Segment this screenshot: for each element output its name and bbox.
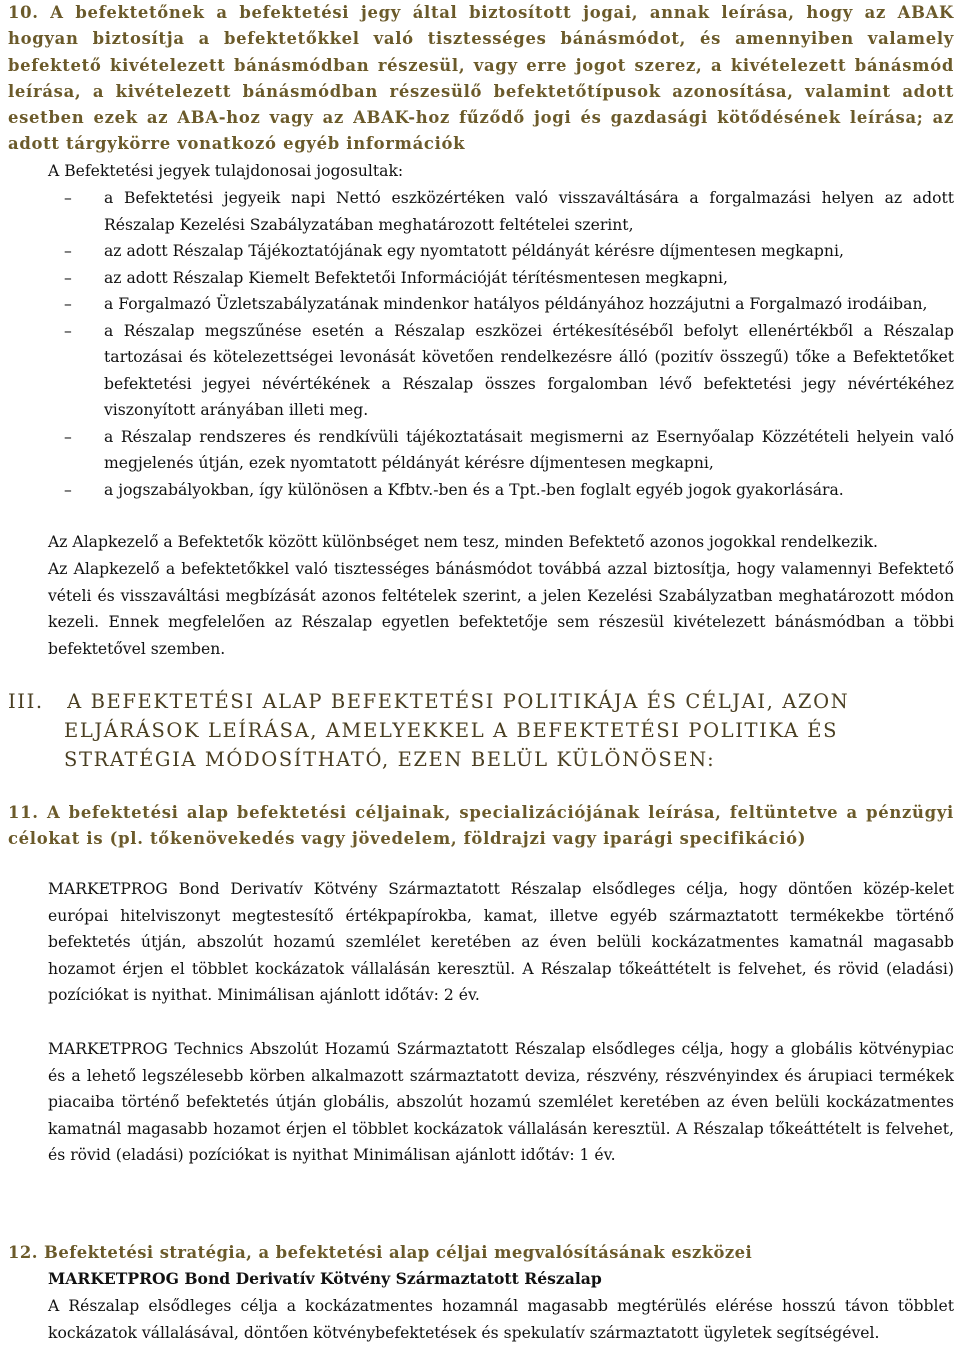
list-item-text: az adott Részalap Kiemelt Befektetői Információját térítésmentesen megkapni, [104,268,728,287]
section-11-paragraph-2: MARKETPROG Technics Abszolút Hozamú Származtatott Részalap elsődleges célja, hogy a globális kötvénypiac és a lehető legszélesebb körben alkalmazott származtatott deviza, részvény, részvényindex és árupiaci termékek piacaiba történő befektetés útján globális, abszolút hozamú szemlélet keretében az éven belüli kockázatmentes kamatnál magasabb hozamot érjen el többlet kockázatok vállalásán keresztül. A Részalap tőkeáttételt is felvehet, és rövid (eladási) pozíciókat is nyithat Minimálisan ajánlott időtáv: 1 év. [48,1040,954,1164]
section-iii-heading-line-3: STRATÉGIA MÓDOSÍTHATÓ, EZEN BELÜL KÜLÖNÖSEN: [64,747,716,771]
list-item [48,318,954,424]
section-10-number: 10. [8,3,39,22]
list-item [48,265,954,292]
section-10-paragraph-2: Az Alapkezelő a befektetőkkel való tisztességes bánásmódot továbbá azzal biztosítja, hogy valamennyi Befektető vételi és visszaváltási megbízását azonos feltételek szerint, a jelen Kezelési Szabályzatban meghatározott módon kezeli. Ennek megfelelően az Részalap egyetlen befektetője sem részesül kivételezett bánásmódban a többi befektetővel szemben. [48,560,954,658]
dash-bullet: – [64,321,72,340]
section-10-heading [8,0,954,158]
section-11-number: 11. [8,803,39,822]
section-12-heading [8,1240,954,1266]
section-10-heading-text: A befektetőnek a befektetési jegy által biztosított jogai, annak leírása, hogy az ABAK hogyan biztosítja a befektetőkkel való tisztességes bánásmódot, és amennyiben valamely befektető kivételezett bánásmódban részesül, vagy erre jogot szerez, a kivételezett bánásmód leírása, a kivételezett bánásmódban részesülő befektetőtípusok azonosítása, valamint adott esetben ezek az ABA-hoz vagy az ABAK-hoz fűződő jogi és gazdasági kötődésének leírása; az adott tárgykörre vonatkozó egyéb információk [8,3,954,154]
section-11-heading-text: A befektetési alap befektetési céljainak, specializációjának leírása, feltüntetve a pénzügyi célokat is (pl. tőkenövekedés vagy jövedelem, földrajzi vagy iparági specifikáció) [8,803,954,849]
list-item-text: a Forgalmazó Üzletszabályzatának mindenkor hatályos példányához hozzájutni a Forgalmazó irodáiban, [104,295,928,313]
section-12-subheading: MARKETPROG Bond Derivatív Kötvény Származtatott Részalap [48,1269,602,1288]
section-11-paragraph-1: MARKETPROG Bond Derivatív Kötvény Származtatott Részalap elsődleges célja, hogy döntően közép-kelet európai hitelviszonyt megtestesítő értékpapírokba, kamat, illetve egyéb származtatott termékekbe történő befektetés útján, abszolút hozamú szemlélet keretében az éven belüli kockázatmentes kamatnál magasabb hozamot érjen el többlet kockázatok vállalásán keresztül. A Részalap tőkeáttételt is felvehet, és rövid (eladási) pozíciókat is nyithat. Minimálisan ajánlott időtáv: 2 év. [48,880,954,1004]
list-item-text: a jogszabályokban, így különösen a Kfbtv.-ben és a Tpt.-ben foglalt egyéb jogok gyakorlására. [104,480,844,499]
dash-bullet: – [64,242,72,260]
section-10-paragraph-1: Az Alapkezelő a Befektetők között különbséget nem tesz, minden Befektető azonos jogokkal rendelkezik. [48,533,878,551]
list-item-text: a Részalap megszűnése esetén a Részalap eszközei értékesítéséből befolyt ellenértékből a Részalap tartozásai és kötelezettségei levonását követően rendelkezésre álló (pozitív összegű) tőke a Befektetőket befektetési jegyei névértékének a Részalap összes forgalomban lévő befektetési jegy névértékéhez viszonyított arányában illeti meg. [104,321,954,419]
dash-bullet: – [64,268,72,287]
section-10-intro: A Befektetési jegyek tulajdonosai jogosultak: [48,162,404,180]
rights-list [48,185,954,503]
list-item-text: a Befektetési jegyeik napi Nettó eszközértéken való visszaváltására a forgalmazási helyen az adott Részalap Kezelési Szabályzatában meghatározott feltételei szerint, [104,189,954,234]
dash-bullet: – [64,480,72,499]
section-iii-number: III. [8,690,44,713]
list-item [48,291,954,318]
list-item [48,238,954,265]
section-12-number: 12. [8,1243,38,1262]
section-11-heading [8,800,954,853]
list-item [48,424,954,477]
section-iii-heading-text-1: A BEFEKTETÉSI ALAP BEFEKTETÉSI POLITIKÁJA ÉS CÉLJAI, AZON [67,690,850,713]
section-iii-heading-line-1 [8,688,954,717]
dash-bullet: – [64,295,72,313]
section-12-paragraph-1: A Részalap elsődleges célja a kockázatmentes hozamnál magasabb megtérülés elérése hosszú távon többlet kockázatok vállalásával, döntően kötvénybefektetések és spekulatív származtatott ügyletek segítségével. [48,1297,954,1342]
list-item-text: a Részalap rendszeres és rendkívüli tájékoztatásait megismerni az Esernyőalap Közzétételi helyein való megjelenés útján, ezek nyomtatott példányát kérésre díjmentesen megkapni, [104,427,954,472]
section-12-heading-text: Befektetési stratégia, a befektetési alap céljai megvalósításának eszközei [44,1243,753,1262]
dash-bullet: – [64,189,72,207]
section-iii-heading [8,688,954,774]
dash-bullet: – [64,427,72,446]
section-iii-heading-line-2: ELJÁRÁSOK LEÍRÁSA, AMELYEKKEL A BEFEKTETÉSI POLITIKA ÉS [64,718,839,742]
list-item [48,185,954,238]
list-item-text: az adott Részalap Tájékoztatójának egy nyomtatott példányát kérésre díjmentesen megkapni, [104,242,844,260]
list-item [48,477,954,504]
